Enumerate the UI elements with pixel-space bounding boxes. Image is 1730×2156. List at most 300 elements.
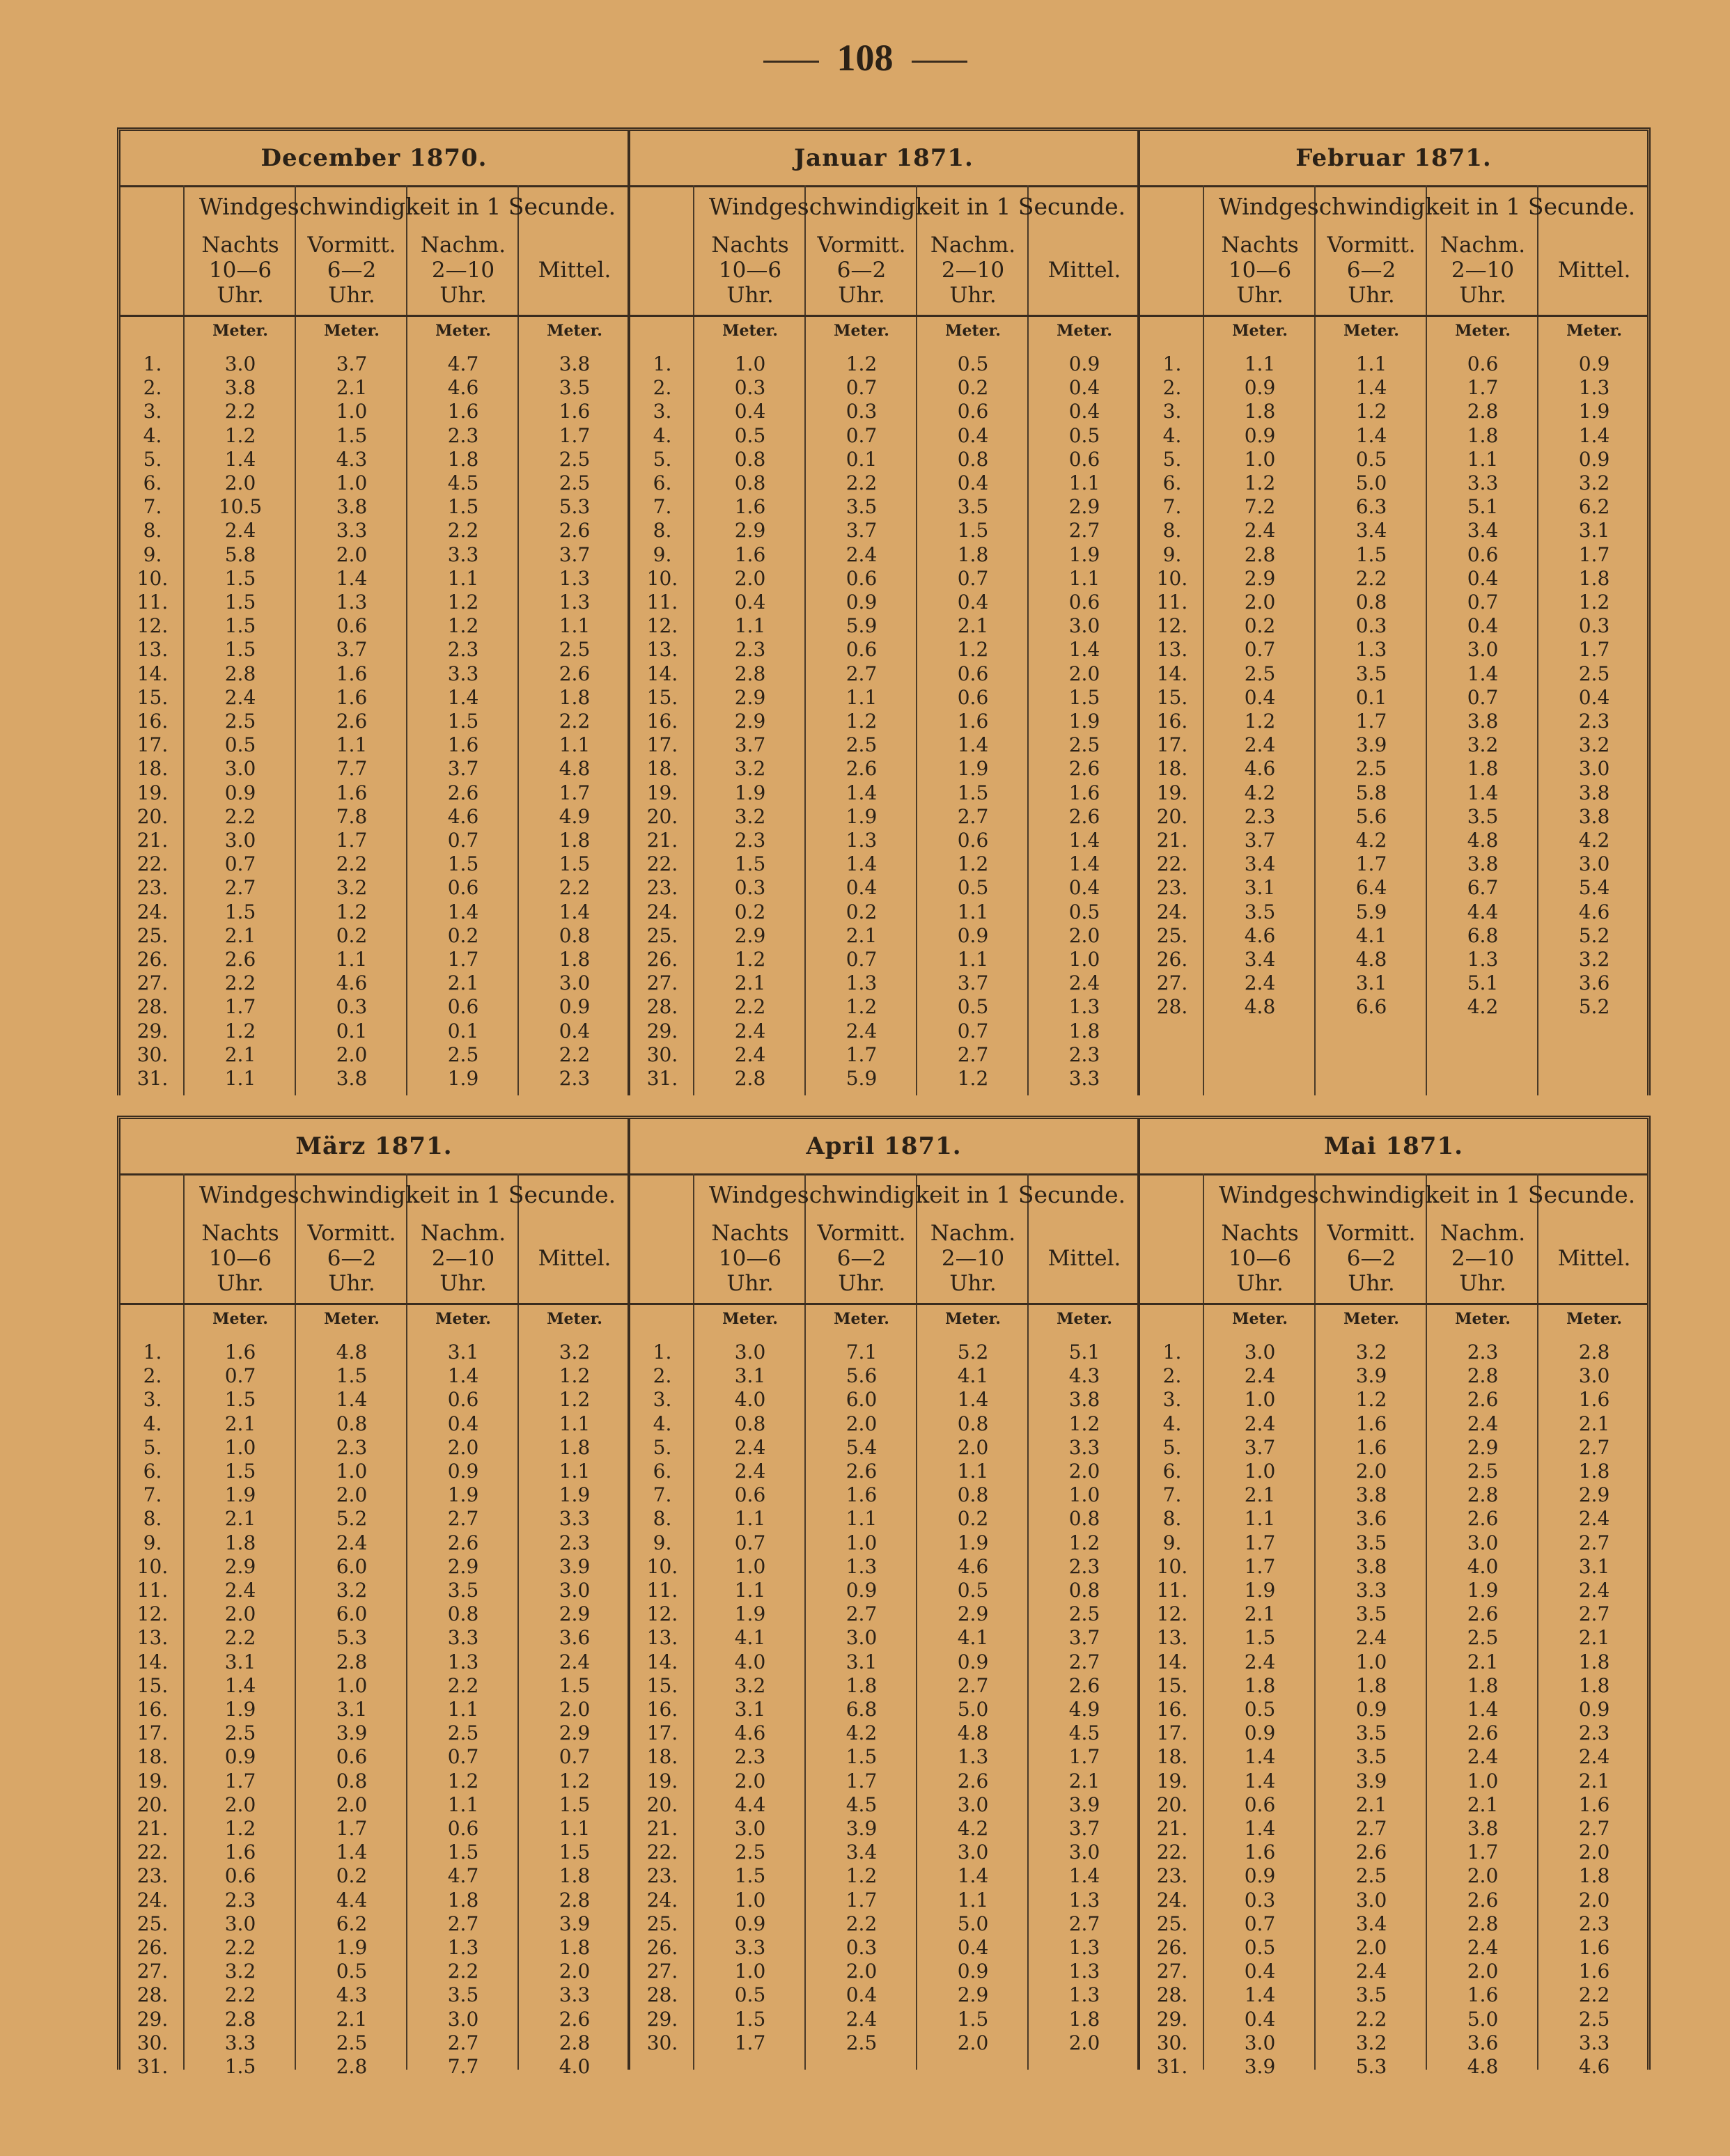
- header-line: Vormitt.: [307, 233, 396, 258]
- day-number: 13.: [137, 638, 169, 662]
- value-nachm: 3.5: [1467, 804, 1499, 828]
- value-nachm: 0.6: [957, 662, 989, 685]
- value-mittel: 1.8: [1578, 1460, 1610, 1483]
- value-mittel: 1.6: [1578, 1960, 1610, 1983]
- value-nachts: 3.0: [224, 829, 256, 852]
- value-nachts: 3.2: [734, 757, 766, 781]
- unit-label: Meter.: [1455, 322, 1511, 340]
- column-header-vormitt: [806, 1214, 917, 1303]
- value-mittel: 1.8: [1578, 1864, 1610, 1888]
- value-vormitt: 4.4: [336, 1888, 368, 1912]
- value-mittel: 3.0: [559, 971, 591, 995]
- value-vormitt: 3.0: [845, 1626, 878, 1650]
- day-number: 5.: [143, 1435, 162, 1459]
- day-number: 21.: [1156, 1817, 1188, 1840]
- value-vormitt: 3.5: [1355, 1983, 1387, 2007]
- value-nachts: 2.4: [224, 519, 256, 542]
- value-mittel: 3.0: [1068, 614, 1100, 638]
- value-mittel: 3.0: [1578, 852, 1610, 876]
- day-number: 17.: [137, 733, 169, 757]
- value-vormitt: 0.2: [336, 1864, 368, 1888]
- value-nachm: 0.5: [957, 876, 989, 900]
- value-mittel: 3.7: [1068, 1817, 1100, 1840]
- header-line: Vormitt.: [1327, 233, 1416, 258]
- header-rule: [120, 1303, 628, 1305]
- value-vormitt: 2.0: [336, 1042, 368, 1066]
- value-vormitt: 3.4: [1355, 519, 1387, 542]
- value-nachm: 2.7: [447, 2031, 479, 2054]
- value-nachm: 1.5: [447, 710, 479, 733]
- value-vormitt: 1.3: [845, 971, 878, 995]
- day-number: 12.: [646, 614, 678, 638]
- value-mittel: 3.5: [559, 376, 591, 400]
- day-number: 11.: [1156, 1579, 1188, 1602]
- value-mittel: 1.8: [559, 685, 591, 709]
- value-nachts: 2.3: [1244, 804, 1276, 828]
- value-nachts: 7.2: [1244, 495, 1276, 519]
- value-nachm: 3.8: [1467, 1817, 1499, 1840]
- value-nachts: 1.2: [224, 1817, 256, 1840]
- day-number: 17.: [1156, 1721, 1188, 1745]
- value-nachm: 4.8: [1467, 829, 1499, 852]
- header-line: Vormitt.: [307, 1221, 396, 1246]
- value-vormitt: 3.3: [1355, 1579, 1387, 1602]
- day-number: 10.: [646, 1554, 678, 1578]
- header-line: 10—6: [208, 258, 272, 283]
- value-nachts: 3.8: [224, 376, 256, 400]
- unit-label: Meter.: [1455, 1310, 1511, 1328]
- value-mittel: 2.9: [1068, 495, 1100, 519]
- value-mittel: 4.8: [559, 757, 591, 781]
- value-nachts: 1.2: [224, 1019, 256, 1042]
- value-vormitt: 6.0: [336, 1554, 368, 1578]
- value-nachm: 3.7: [957, 971, 989, 995]
- value-vormitt: 1.0: [336, 1673, 368, 1697]
- value-nachts: 1.7: [224, 1769, 256, 1792]
- value-vormitt: 1.5: [336, 1364, 368, 1388]
- unit-label: Meter.: [834, 1310, 889, 1328]
- day-number: 11.: [137, 1579, 169, 1602]
- value-mittel: 1.7: [1578, 638, 1610, 662]
- day-number: 3.: [653, 400, 672, 423]
- day-number: 7.: [653, 495, 672, 519]
- value-mittel: 0.8: [1068, 1579, 1100, 1602]
- value-nachts: 2.2: [224, 1626, 256, 1650]
- value-vormitt: 3.7: [845, 519, 878, 542]
- day-number: 22.: [137, 852, 169, 876]
- value-vormitt: 4.8: [336, 1341, 368, 1364]
- value-nachm: 4.1: [957, 1626, 989, 1650]
- day-number: 14.: [1156, 662, 1188, 685]
- value-nachm: 3.3: [447, 1626, 479, 1650]
- value-vormitt: 5.2: [336, 1507, 368, 1531]
- value-mittel: 2.1: [1578, 1769, 1610, 1792]
- day-number: 12.: [646, 1602, 678, 1626]
- day-number: 10.: [137, 1554, 169, 1578]
- value-vormitt: 3.6: [1355, 1507, 1387, 1531]
- value-mittel: 1.4: [1578, 423, 1610, 447]
- value-mittel: 2.0: [1578, 1841, 1610, 1864]
- day-number: 6.: [653, 1460, 672, 1483]
- value-nachm: 3.0: [1467, 1531, 1499, 1554]
- day-number: 5.: [143, 447, 162, 471]
- value-nachm: 1.5: [957, 519, 989, 542]
- value-nachts: 3.1: [224, 1650, 256, 1673]
- day-number: 20.: [1156, 1792, 1188, 1816]
- day-number: 2.: [653, 1364, 672, 1388]
- value-vormitt: 0.4: [845, 1983, 878, 2007]
- header-line: 10—6: [718, 258, 782, 283]
- value-nachts: 1.0: [1244, 1460, 1276, 1483]
- day-number: 21.: [646, 1817, 678, 1840]
- value-vormitt: 4.6: [336, 971, 368, 995]
- value-nachts: 2.4: [734, 1460, 766, 1483]
- day-number: 23.: [646, 1864, 678, 1888]
- value-mittel: 2.5: [1578, 2007, 1610, 2031]
- header-line: Uhr.: [838, 1271, 885, 1296]
- value-mittel: 4.9: [559, 804, 591, 828]
- value-mittel: 2.4: [1578, 1507, 1610, 1531]
- header-line: Uhr.: [1459, 1271, 1506, 1296]
- value-mittel: 1.2: [559, 1388, 591, 1412]
- value-nachts: 1.5: [224, 614, 256, 638]
- value-nachm: 0.9: [957, 1650, 989, 1673]
- value-vormitt: 1.9: [845, 804, 878, 828]
- value-vormitt: 1.0: [336, 1460, 368, 1483]
- value-vormitt: 2.4: [1355, 1960, 1387, 1983]
- value-vormitt: 1.6: [845, 1483, 878, 1507]
- month-title: April 1871.: [630, 1119, 1137, 1175]
- value-vormitt: 3.5: [1355, 662, 1387, 685]
- column-header-mittel: [1029, 226, 1140, 315]
- day-number: 22.: [646, 852, 678, 876]
- value-mittel: 2.3: [1068, 1554, 1100, 1578]
- day-number: 13.: [646, 1626, 678, 1650]
- value-vormitt: 0.9: [1355, 1698, 1387, 1721]
- value-nachm: 3.5: [957, 495, 989, 519]
- value-mittel: 1.8: [1578, 1650, 1610, 1673]
- value-nachm: 0.8: [957, 1412, 989, 1435]
- value-mittel: 1.6: [1578, 1792, 1610, 1816]
- value-mittel: 1.5: [1068, 685, 1100, 709]
- value-mittel: 1.8: [559, 948, 591, 971]
- value-nachts: 1.0: [734, 352, 766, 375]
- column-header-nachm: [407, 226, 519, 315]
- value-nachm: 1.7: [1467, 376, 1499, 400]
- value-nachts: 0.9: [1244, 423, 1276, 447]
- value-nachm: 0.6: [1467, 352, 1499, 375]
- header-line: 10—6: [208, 1246, 272, 1271]
- day-number: 12.: [1156, 614, 1188, 638]
- day-number: 12.: [1156, 1602, 1188, 1626]
- value-nachts: 3.2: [734, 804, 766, 828]
- header-line: Mittel.: [1557, 258, 1631, 283]
- value-vormitt: 1.7: [845, 1042, 878, 1066]
- day-number: 31.: [1156, 2055, 1188, 2078]
- value-vormitt: 6.4: [1355, 876, 1387, 900]
- value-vormitt: 0.3: [845, 400, 878, 423]
- value-mittel: 3.0: [1068, 1841, 1100, 1864]
- value-mittel: 0.3: [1578, 614, 1610, 638]
- value-nachts: 1.5: [224, 1460, 256, 1483]
- unit-label: Meter.: [722, 1310, 778, 1328]
- value-nachm: 1.4: [957, 1864, 989, 1888]
- value-mittel: 1.9: [1068, 542, 1100, 566]
- value-mittel: 0.5: [1068, 423, 1100, 447]
- value-mittel: 0.8: [1068, 1507, 1100, 1531]
- day-number: 4.: [1162, 1412, 1182, 1435]
- value-mittel: 1.3: [559, 566, 591, 590]
- day-number: 22.: [137, 1841, 169, 1864]
- day-number: 2.: [653, 376, 672, 400]
- value-nachm: 2.3: [447, 423, 479, 447]
- value-vormitt: 1.8: [1355, 1673, 1387, 1697]
- header-line: Uhr.: [217, 283, 264, 308]
- value-mittel: 1.1: [559, 1817, 591, 1840]
- value-nachm: 3.1: [447, 1341, 479, 1364]
- value-nachm: 2.5: [447, 1042, 479, 1066]
- value-nachts: 0.2: [734, 900, 766, 923]
- unit-label: Meter.: [324, 1310, 380, 1328]
- day-number: 10.: [137, 566, 169, 590]
- value-vormitt: 2.0: [845, 1960, 878, 1983]
- value-vormitt: 2.2: [1355, 566, 1387, 590]
- value-nachm: 3.2: [1467, 733, 1499, 757]
- day-number: 22.: [1156, 852, 1188, 876]
- day-number: 28.: [646, 995, 678, 1019]
- value-mittel: 2.2: [559, 876, 591, 900]
- value-nachm: 0.6: [957, 400, 989, 423]
- value-nachts: 3.0: [734, 1817, 766, 1840]
- value-nachm: 0.7: [957, 566, 989, 590]
- value-mittel: 1.2: [559, 1769, 591, 1792]
- value-nachm: 4.2: [1467, 995, 1499, 1019]
- value-mittel: 1.6: [1578, 1388, 1610, 1412]
- value-mittel: 2.3: [1068, 1042, 1100, 1066]
- subtitle: Windgeschwindigkeit in 1 Secunde.: [198, 1181, 616, 1208]
- value-vormitt: 2.7: [1355, 1817, 1387, 1840]
- value-mittel: 2.6: [1068, 804, 1100, 828]
- value-vormitt: 1.4: [1355, 423, 1387, 447]
- unit-label: Meter.: [945, 322, 1001, 340]
- day-number: 8.: [1162, 519, 1182, 542]
- value-mittel: 2.5: [1068, 733, 1100, 757]
- value-nachm: 2.1: [1467, 1792, 1499, 1816]
- value-nachts: 1.5: [224, 900, 256, 923]
- value-vormitt: 2.1: [336, 376, 368, 400]
- value-nachts: 3.7: [734, 733, 766, 757]
- value-vormitt: 2.7: [845, 1602, 878, 1626]
- value-mittel: 1.8: [1578, 566, 1610, 590]
- day-number: 4.: [143, 1412, 162, 1435]
- value-nachm: 2.3: [447, 638, 479, 662]
- value-nachts: 2.4: [734, 1435, 766, 1459]
- value-nachts: 1.9: [734, 1602, 766, 1626]
- value-nachts: 0.4: [1244, 685, 1276, 709]
- value-mittel: 1.8: [1578, 1673, 1610, 1697]
- value-nachts: 3.7: [1244, 829, 1276, 852]
- value-vormitt: 1.0: [1355, 1650, 1387, 1673]
- day-number: 10.: [646, 566, 678, 590]
- value-mittel: 4.3: [1068, 1364, 1100, 1388]
- value-nachm: 2.4: [1467, 1745, 1499, 1769]
- day-number: 10.: [1156, 566, 1188, 590]
- day-number: 4.: [653, 423, 672, 447]
- value-vormitt: 3.1: [845, 1650, 878, 1673]
- value-nachts: 1.0: [734, 1554, 766, 1578]
- subtitle: Windgeschwindigkeit in 1 Secunde.: [1218, 193, 1636, 220]
- value-nachm: 2.7: [447, 1507, 479, 1531]
- value-mittel: 0.9: [1068, 352, 1100, 375]
- value-vormitt: 1.7: [845, 1888, 878, 1912]
- value-nachts: 4.0: [734, 1388, 766, 1412]
- value-mittel: 1.4: [1068, 852, 1100, 876]
- day-number: 30.: [137, 2031, 169, 2054]
- value-nachm: 1.2: [957, 1067, 989, 1090]
- value-vormitt: 1.0: [336, 400, 368, 423]
- value-vormitt: 2.1: [845, 923, 878, 947]
- day-number: 4.: [1162, 423, 1182, 447]
- value-vormitt: 2.2: [845, 1912, 878, 1935]
- value-vormitt: 1.8: [845, 1673, 878, 1697]
- value-vormitt: 2.3: [336, 1435, 368, 1459]
- day-number: 20.: [646, 804, 678, 828]
- value-nachm: 1.7: [447, 948, 479, 971]
- value-vormitt: 6.8: [845, 1698, 878, 1721]
- month-section: [1140, 131, 1647, 1095]
- value-vormitt: 0.4: [845, 876, 878, 900]
- day-number: 31.: [137, 1067, 169, 1090]
- value-nachts: 2.9: [734, 923, 766, 947]
- value-nachm: 2.0: [957, 1435, 989, 1459]
- day-number: 27.: [646, 1960, 678, 1983]
- value-vormitt: 2.7: [845, 662, 878, 685]
- header-line: 2—10: [431, 1246, 495, 1271]
- value-mittel: 3.1: [1578, 1554, 1610, 1578]
- day-number: 23.: [1156, 1864, 1188, 1888]
- value-mittel: 2.6: [1068, 1673, 1100, 1697]
- value-vormitt: 3.8: [336, 495, 368, 519]
- value-mittel: 3.2: [1578, 471, 1610, 494]
- value-vormitt: 3.8: [1355, 1554, 1387, 1578]
- value-vormitt: 3.5: [1355, 1721, 1387, 1745]
- value-nachm: 2.6: [957, 1769, 989, 1792]
- column-header-nachm: [917, 226, 1029, 315]
- day-number: 9.: [653, 542, 672, 566]
- value-nachts: 2.6: [224, 948, 256, 971]
- value-mittel: 1.2: [1578, 591, 1610, 614]
- value-nachm: 2.5: [1467, 1460, 1499, 1483]
- value-nachm: 1.4: [957, 1388, 989, 1412]
- value-nachm: 0.2: [957, 1507, 989, 1531]
- value-mittel: 4.6: [1578, 2055, 1610, 2078]
- value-nachts: 3.3: [224, 2031, 256, 2054]
- day-number: 15.: [646, 1673, 678, 1697]
- value-mittel: 2.9: [1578, 1483, 1610, 1507]
- value-nachm: 2.1: [1467, 1650, 1499, 1673]
- value-vormitt: 1.6: [336, 685, 368, 709]
- value-nachts: 0.7: [224, 1364, 256, 1388]
- subtitle: Windgeschwindigkeit in 1 Secunde.: [708, 193, 1126, 220]
- day-number: 17.: [137, 1721, 169, 1745]
- column-header-nachts: [1204, 1214, 1316, 1303]
- header-line: Nachts: [201, 233, 279, 258]
- value-nachts: 0.9: [224, 781, 256, 804]
- header-line: Uhr.: [838, 283, 885, 308]
- unit-label: Meter.: [1057, 1310, 1112, 1328]
- value-nachm: 3.3: [1467, 471, 1499, 494]
- day-number: 7.: [143, 1483, 162, 1507]
- day-number: 28.: [1156, 995, 1188, 1019]
- day-number: 28.: [646, 1983, 678, 2007]
- header-line: Nachts: [1221, 233, 1299, 258]
- value-vormitt: 3.5: [1355, 1745, 1387, 1769]
- value-mittel: 2.7: [1578, 1602, 1610, 1626]
- value-nachm: 1.6: [447, 733, 479, 757]
- unit-label: Meter.: [1232, 322, 1288, 340]
- day-number: 2.: [143, 376, 162, 400]
- value-vormitt: 1.5: [1355, 542, 1387, 566]
- day-number: 7.: [143, 495, 162, 519]
- value-mittel: 2.0: [1068, 1460, 1100, 1483]
- value-nachts: 0.7: [224, 852, 256, 876]
- value-mittel: 2.6: [559, 519, 591, 542]
- value-nachts: 1.0: [734, 1888, 766, 1912]
- value-vormitt: 0.6: [336, 614, 368, 638]
- value-mittel: 1.8: [559, 1936, 591, 1959]
- value-nachm: 0.7: [1467, 591, 1499, 614]
- day-number: 24.: [1156, 1888, 1188, 1912]
- column-header-nachts: [1204, 226, 1316, 315]
- value-vormitt: 3.8: [336, 1067, 368, 1090]
- value-mittel: 1.4: [559, 900, 591, 923]
- day-number: 8.: [1162, 1507, 1182, 1531]
- value-nachts: 0.4: [1244, 1960, 1276, 1983]
- value-vormitt: 0.5: [1355, 447, 1387, 471]
- value-nachm: 1.9: [447, 1483, 479, 1507]
- value-nachts: 0.3: [734, 376, 766, 400]
- value-nachts: 1.0: [734, 1960, 766, 1983]
- value-mittel: 1.2: [559, 1364, 591, 1388]
- value-nachm: 1.3: [1467, 948, 1499, 971]
- value-mittel: 2.3: [1578, 1912, 1610, 1935]
- value-nachts: 3.0: [224, 352, 256, 375]
- value-nachts: 0.6: [1244, 1792, 1276, 1816]
- value-nachm: 3.8: [1467, 710, 1499, 733]
- header-line: 6—2: [836, 1246, 887, 1271]
- value-nachm: 0.6: [1467, 542, 1499, 566]
- day-number: 18.: [137, 1745, 169, 1769]
- value-nachts: 0.9: [224, 1745, 256, 1769]
- day-number: 9.: [143, 542, 162, 566]
- column-header-vormitt: [1316, 1214, 1427, 1303]
- value-nachm: 1.4: [1467, 781, 1499, 804]
- value-nachts: 1.1: [1244, 352, 1276, 375]
- value-nachts: 2.4: [734, 1042, 766, 1066]
- value-nachts: 1.5: [224, 638, 256, 662]
- value-nachts: 4.2: [1244, 781, 1276, 804]
- value-nachm: 3.5: [447, 1579, 479, 1602]
- value-nachm: 0.8: [447, 1602, 479, 1626]
- day-number: 18.: [1156, 757, 1188, 781]
- value-nachm: 2.8: [1467, 400, 1499, 423]
- day-number: 18.: [137, 757, 169, 781]
- header-line: 6—2: [1346, 1246, 1396, 1271]
- value-vormitt: 2.0: [845, 1412, 878, 1435]
- value-nachm: 0.4: [957, 1936, 989, 1959]
- value-nachts: 2.9: [224, 1554, 256, 1578]
- column-header-nachts: [694, 226, 806, 315]
